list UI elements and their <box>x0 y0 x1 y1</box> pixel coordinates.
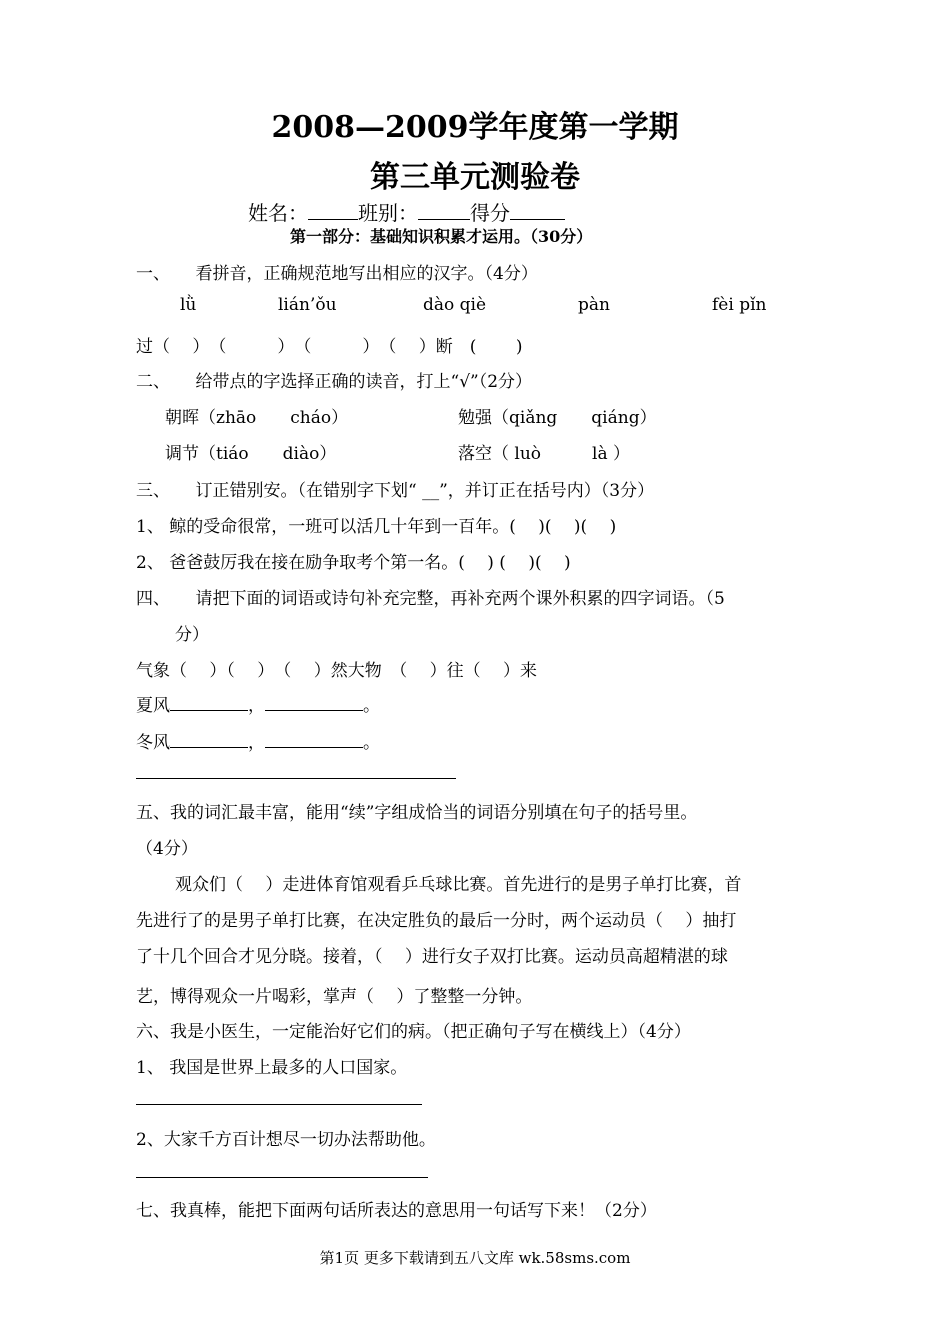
q3-sentence-2[interactable]: 2、 爸爸鼓厉我在接在励争取考个第一名。( ) ( )( ) <box>136 553 571 573</box>
q5-title-cont: （4分） <box>136 839 198 859</box>
pinyin-3: dào qiè <box>423 295 487 315</box>
name-label: 姓名： <box>248 201 308 225</box>
q6-sentence-2: 2、大家千方百计想尽一切办法帮助他。 <box>136 1130 436 1150</box>
q4-xiafeng-line <box>136 691 380 716</box>
period: 。 <box>363 696 380 716</box>
pinyin-4: pàn <box>578 295 610 315</box>
q1-title: 一、 看拼音，正确规范地写出相应的汉字。（4分） <box>136 264 538 284</box>
xiafeng-blank-1[interactable] <box>170 692 248 711</box>
q4-idioms-line[interactable]: 气象（ ）（ ） （ ）然大物 （ ）往（ ）来 <box>136 661 538 681</box>
q2-item-4[interactable]: 落空（ luò là ） <box>458 444 631 464</box>
q6-title: 六、我是小医生，一定能治好它们的病。（把正确句子写在横线上）（4分） <box>136 1022 691 1042</box>
pinyin-1: lǜ <box>180 295 197 315</box>
q5-paragraph-3[interactable]: 了十几个回合才见分晓。接着，（ ）进行女子双打比赛。运动员高超精湛的球 <box>136 947 728 967</box>
q5-title: 五、我的词汇最丰富，能用“续”字组成恰当的词语分别填在句子的括号里。 <box>136 803 698 823</box>
q6-sentence-1: 1、 我国是世界上最多的人口国家。 <box>136 1058 408 1078</box>
dongfeng-blank-2[interactable] <box>265 729 363 748</box>
q6-answer-line-2[interactable] <box>136 1177 428 1178</box>
class-blank[interactable] <box>418 201 470 220</box>
q4-title: 四、 请把下面的词语或诗句补充完整，再补充两个课外积累的四字词语。（5 <box>136 589 725 609</box>
comma: ， <box>248 733 265 753</box>
xiafeng-blank-2[interactable] <box>265 692 363 711</box>
part1-heading: 第一部分：基础知识积累才运用。（30分） <box>290 227 593 246</box>
q3-sentence-1[interactable]: 1、 鲸的受命很常，一班可以活几十年到一百年。( )( )( ) <box>136 517 617 537</box>
q5-paragraph-1[interactable]: 观众们（ ）走进体育馆观看乒乓球比赛。首先进行的是男子单打比赛，首 <box>175 875 742 895</box>
student-info <box>248 197 565 226</box>
score-label: 得分 <box>470 201 510 225</box>
q1-answer-line[interactable]: 过（ ） （ ） （ ） （ ）断 ( ) <box>136 337 523 357</box>
comma: ， <box>248 696 265 716</box>
q7-title: 七、我真棒，能把下面两句话所表达的意思用一句话写下来！（2分） <box>136 1201 657 1221</box>
title-year: 2008—2009学年度第一学期 <box>271 110 679 145</box>
pinyin-5: fèi pǐn <box>712 295 767 315</box>
period: 。 <box>363 733 380 753</box>
dongfeng-label: 冬风 <box>136 733 170 753</box>
q4-answer-line[interactable] <box>136 778 456 779</box>
dongfeng-blank-1[interactable] <box>170 729 248 748</box>
pinyin-2: lián’ǒu <box>278 295 337 315</box>
xiafeng-label: 夏风 <box>136 696 170 716</box>
q6-answer-line-1[interactable] <box>136 1104 422 1105</box>
class-label: 班别： <box>358 201 418 225</box>
page-footer: 第1页 更多下载请到五八文库 wk.58sms.com <box>319 1249 631 1267</box>
q4-title-cont: 分） <box>175 625 209 645</box>
name-blank[interactable] <box>308 201 358 220</box>
q3-title: 三、 订正错别安。（在错别字下划“ __”，并订正在括号内）（3分） <box>136 481 655 501</box>
q4-dongfeng-line <box>136 728 380 753</box>
q2-item-1[interactable]: 朝晖（zhāo cháo） <box>165 408 349 428</box>
q5-paragraph-4[interactable]: 艺，博得观众一片喝彩，掌声（ ）了整整一分钟。 <box>136 987 533 1007</box>
title-unit: 第三单元测验卷 <box>370 160 580 195</box>
score-blank[interactable] <box>510 201 565 220</box>
q2-title: 二、 给带点的字选择正确的读音，打上“√”（2分） <box>136 372 533 392</box>
q2-item-2[interactable]: 勉强（qiǎng qiáng） <box>458 408 657 428</box>
q5-paragraph-2[interactable]: 先进行了的是男子单打比赛，在决定胜负的最后一分时，两个运动员（ ）抽打 <box>136 911 737 931</box>
q2-item-3[interactable]: 调节（tiáo diào） <box>165 444 337 464</box>
